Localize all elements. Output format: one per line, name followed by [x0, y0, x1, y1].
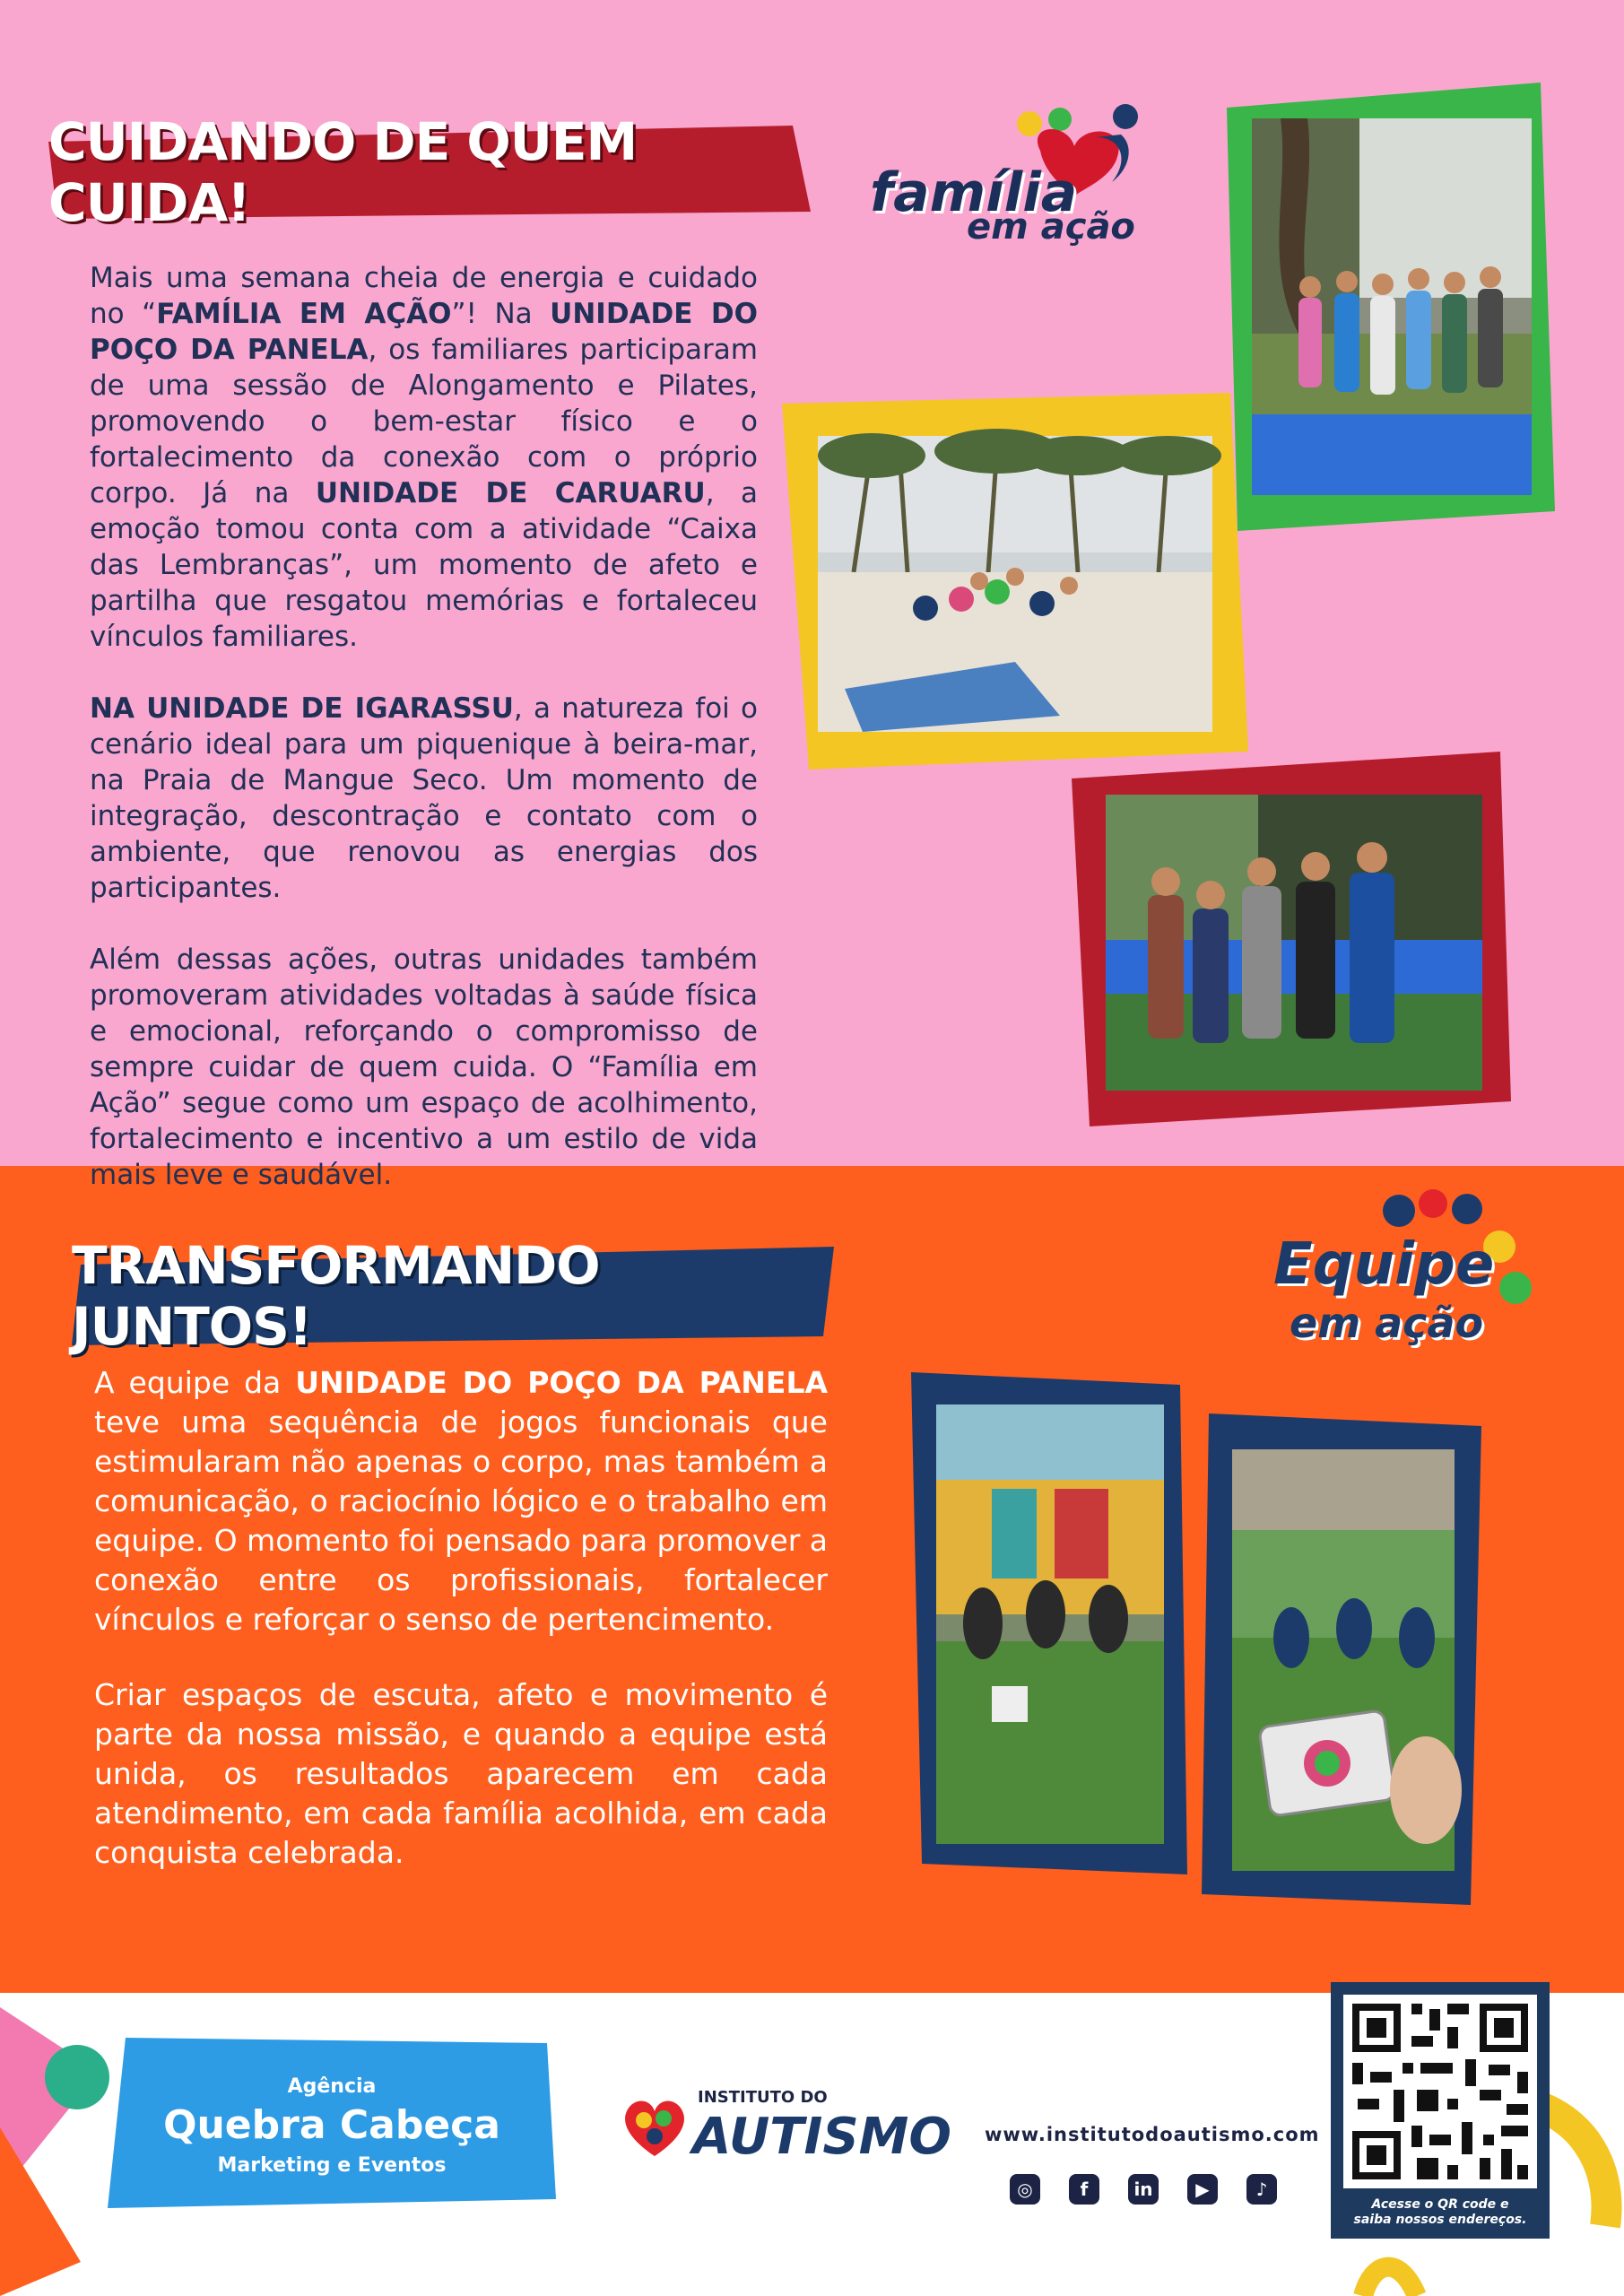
agency-name: Quebra Cabeça	[163, 2102, 500, 2148]
paragraph: Além dessas ações, outras unidades também promoveram atividades voltadas à saúde física e emocional, reforçando o compromisso de sempre cuidar de quem cuida. O “Família em Ação” segue como um espaço de acolhimento, fortalecimento e incentivo a um estilo de vida mais leve e saudável.	[90, 944, 758, 1191]
paragraph: Mais uma semana cheia de energia e cuidado no “FAMÍLIA EM AÇÃO”! Na UNIDADE DO POÇO DA PANELA, os familiares participaram de uma sessão de Alongamento e Pilates, promovendo o bem-estar físico e o fortalecimento da conexão com o próprio corpo. Já na UNIDADE DE CARUARU, a emoção tomou conta com a atividade “Caixa das Lembranças”, um momento de afeto e partilha que resgatou memórias e fortaleceu vínculos familiares.	[90, 262, 758, 653]
paragraph: A equipe da UNIDADE DO POÇO DA PANELA teve uma sequência de jogos funcionais que estimularam não apenas o corpo, mas também a comunicação, o raciocínio lógico e o trabalho em equipe. O momento foi pensado para promover a conexão entre os profissionais, fortalecer vínculos e reforçar o senso de pertencimento.	[94, 1365, 829, 1637]
section-title-banner	[72, 1235, 834, 1357]
institute-top-label: INSTITUTO DO	[698, 2088, 828, 2107]
qr-code-panel[interactable]	[1331, 1982, 1550, 2239]
section-title: CUIDANDO DE QUEM CUIDA!	[48, 111, 638, 233]
photo-beach-picnic	[782, 393, 1248, 770]
logo-word-familia: família	[870, 161, 1078, 224]
equipe-em-acao-logo	[1264, 1182, 1551, 1361]
linkedin-icon[interactable]: in	[1128, 2174, 1159, 2205]
agency-logo	[108, 2038, 556, 2208]
agency-subtitle: Marketing e Eventos	[217, 2154, 447, 2177]
section2-body	[94, 1363, 828, 1909]
section-title: TRANSFORMANDO JUNTOS!	[72, 1235, 600, 1357]
photo-stretching-group	[1227, 83, 1555, 531]
photo-phone-game	[1202, 1413, 1481, 1905]
qr-caption: Acesse o QR code e saiba nossos endereços.	[1353, 2197, 1527, 2227]
logo-word-equipe: Equipe	[1273, 1231, 1495, 1298]
logo-word-em-acao: em ação	[1290, 1299, 1484, 1347]
section1-body	[90, 260, 758, 1229]
youtube-icon[interactable]: ▶	[1187, 2174, 1218, 2205]
logo-word-em-acao: em ação	[967, 206, 1135, 248]
section-title-banner	[48, 111, 811, 233]
puzzle-heart-icon	[619, 2093, 690, 2165]
tiktok-icon[interactable]: ♪	[1246, 2174, 1277, 2205]
photo-team-games	[911, 1372, 1187, 1874]
paragraph: NA UNIDADE DE IGARASSU, a natureza foi o cenário ideal para um piquenique à beira-mar, na Praia de Mangue Seco. Um momento de integração, descontração e contato com o ambiente, que renovou as energias dos participantes.	[90, 692, 758, 904]
photo-women-group	[1072, 752, 1511, 1126]
decorative-circle	[45, 2045, 109, 2109]
qr-code[interactable]	[1331, 1982, 1550, 2197]
instituto-autismo-logo	[619, 2083, 951, 2181]
website-url[interactable]: www.institutodoautismo.com	[985, 2124, 1320, 2145]
facebook-icon[interactable]: f	[1069, 2174, 1099, 2205]
institute-name: AUTISMO	[692, 2108, 951, 2166]
familia-em-acao-logo	[861, 97, 1157, 249]
instagram-icon[interactable]: ◎	[1010, 2174, 1040, 2205]
paragraph: Criar espaços de escuta, afeto e movimento é parte da nossa missão, e quando a equipe está unida, os resultados aparecem em cada atendimento, em cada família acolhida, em cada conquista celebrada.	[94, 1677, 828, 1870]
agency-label: Agência	[287, 2075, 377, 2098]
